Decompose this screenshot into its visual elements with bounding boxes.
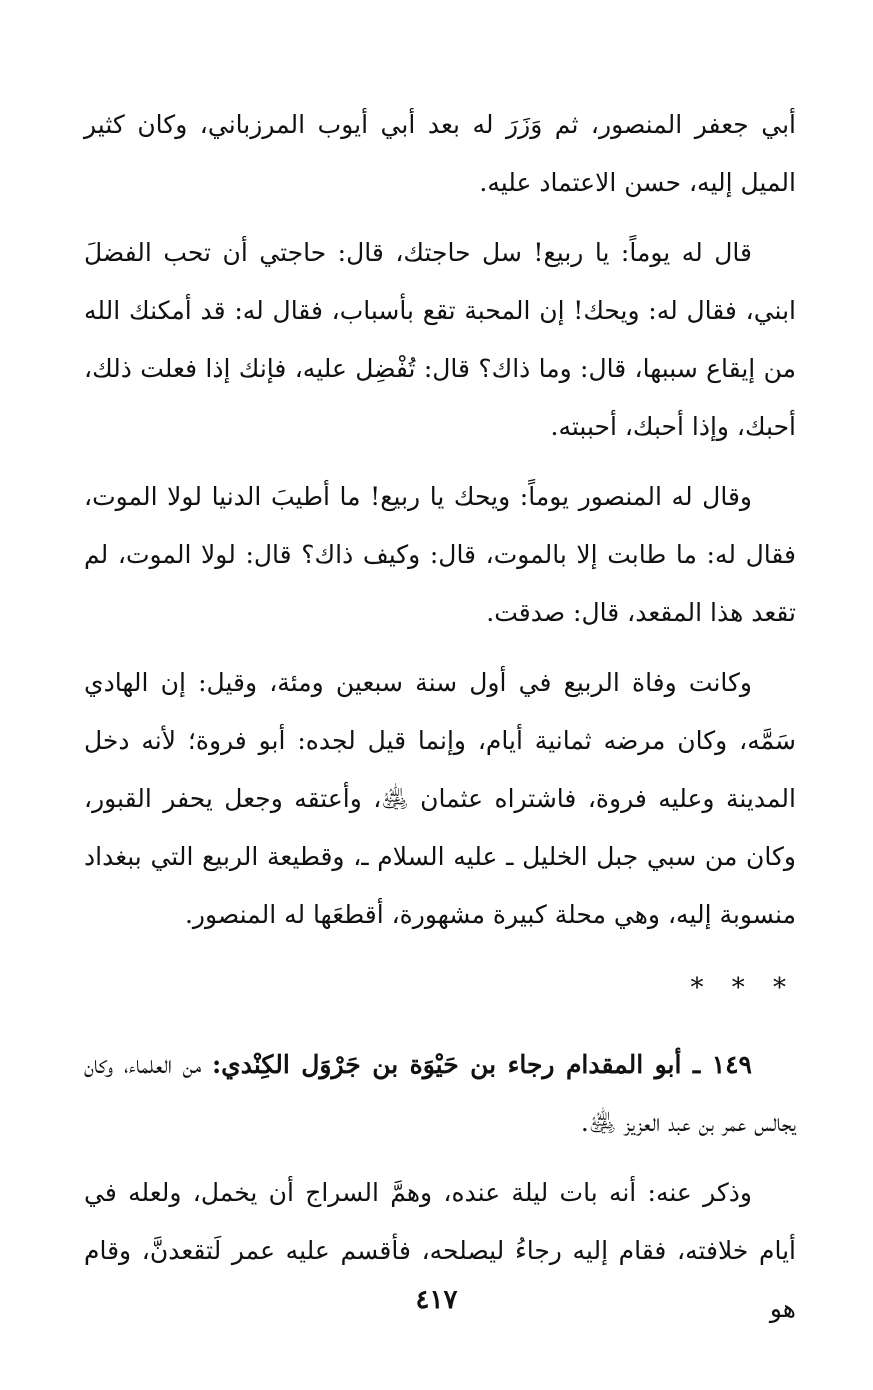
entry-text: من العلماء، وكان يجالس عمر بن عبد العزيز ﵁.: [84, 1050, 796, 1137]
paragraph-5: وذكر عنه: أنه بات ليلة عنده، وهمَّ السراج أن يخمل، ولعله في أيام خلافته، فقام إليه رجاءُ ليصلحه، فأقسم عليه عمر لَتقعدنَّ، وقام هو: [84, 1178, 796, 1323]
page-number: ٤١٧: [415, 1285, 458, 1315]
paragraph-2: قال له يوماً: يا ربيع! سل حاجتك، قال: حاجتي أن تحب الفضلَ ابني، فقال له: ويحك! إن المحبة تقع بأسباب، فقال له: قد أمكنك الله من إيقاع سببها، قال: وما ذاك؟ قال: تُفْضِل عليه، فإنك إذا فعلت ذلك، أحبك، وإذا أحبك، أحببته.: [84, 238, 796, 441]
paragraph-1: أبي جعفر المنصور، ثم وَزَرَ له بعد أبي أيوب المرزباني، وكان كثير الميل إليه، حسن الاعتماد عليه.: [84, 110, 796, 197]
paragraph-3: وقال له المنصور يوماً: ويحك يا ربيع! ما أطيبَ الدنيا لولا الموت، فقال له: ما طابت إلا بالموت، قال: وكيف ذاك؟ قال: لولا الموت، لم تقعد هذا المقعد، قال: صدقت.: [84, 482, 796, 627]
section-separator: * * *: [690, 973, 796, 1003]
page-body: [84, 96, 796, 1350]
entry-149: [84, 1036, 796, 1152]
entry-heading: ١٤٩ ـ أبو المقدام رجاء بن حَيْوَة بن جَرْوَل الكِنْدي:: [211, 1050, 752, 1079]
paragraph-4: وكانت وفاة الربيع في أول سنة سبعين ومئة، وقيل: إن الهادي سَمَّه، وكان مرضه ثمانية أيام، وإنما قيل لجده: أبو فروة؛ لأنه دخل المدينة وعليه فروة، فاشتراه عثمان ﵁، وأعتقه وجعل يحفر القبور، وكان من سبي جبل الخليل ـ عليه السلام ـ، وقطيعة الربيع التي ببغداد منسوبة إليه، وهي محلة كبيرة مشهورة، أقطعَها له المنصور.: [84, 668, 797, 929]
